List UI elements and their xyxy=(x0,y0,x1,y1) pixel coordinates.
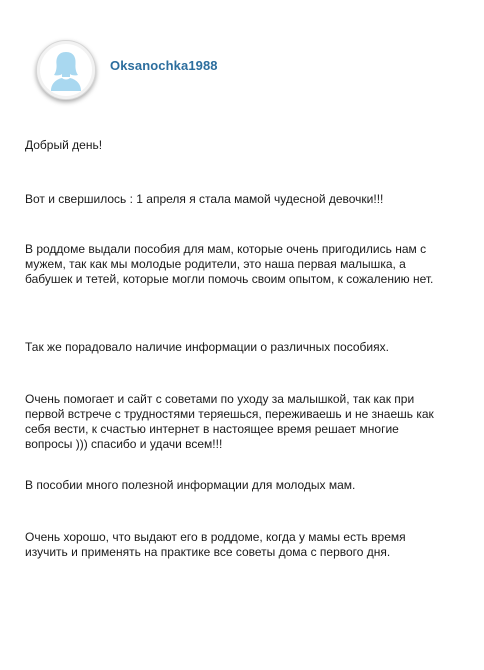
post-paragraph: Так же порадовало наличие информации о различных пособиях. xyxy=(25,340,389,354)
post-paragraph: В роддоме выдали пособия для мам, которые очень пригодились нам с мужем, так как мы молодые родители, это наша первая малышка, а бабушек и тетей, которые могли помочь своим опытом, к сожалению нет. xyxy=(25,242,434,286)
author-username-link[interactable]: Oksanochka1988 xyxy=(110,57,218,73)
avatar[interactable] xyxy=(36,40,96,100)
post-paragraph: Очень хорошо, что выдают его в роддоме, когда у мамы есть время изучить и применять на практике все советы дома с первого дня. xyxy=(25,530,406,559)
post-author-header xyxy=(30,38,218,102)
post-paragraph: Вот и свершилось : 1 апреля я стала мамой чудесной девочки!!! xyxy=(25,192,384,206)
female-silhouette-icon xyxy=(49,49,83,91)
post-paragraph: Добрый день! xyxy=(25,138,103,152)
post-paragraph: В пособии много полезной информации для молодых мам. xyxy=(25,478,356,492)
post-paragraph: Очень помогает и сайт с советами по уходу за малышкой, так как при первой встрече с трудностями теряешься, переживаешь и не знаешь как себя вести, к счастью интернет в настоящее время решает многие вопросы ))) спасибо и удачи всем!!! xyxy=(25,392,434,451)
